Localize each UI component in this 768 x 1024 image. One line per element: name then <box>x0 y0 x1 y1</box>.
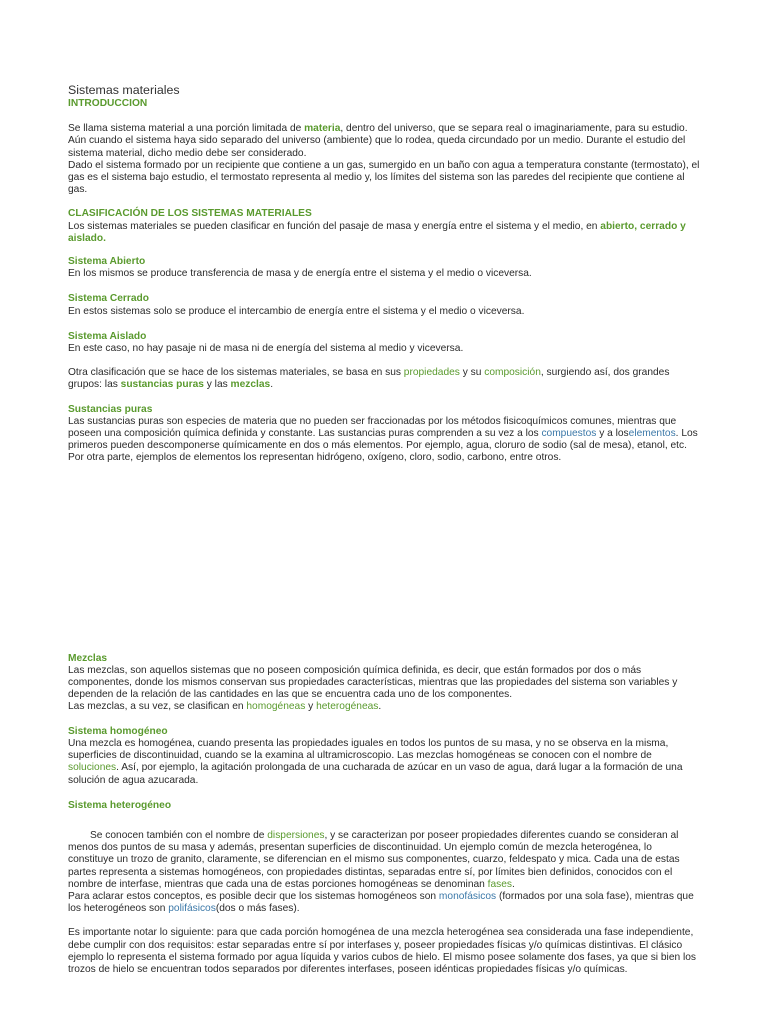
blank-space <box>68 465 700 653</box>
text-span: y a los <box>596 428 629 440</box>
document-page <box>68 83 700 976</box>
mezclas-paragraph: Las mezclas, son aquellos sistemas que no poseen composición química definida, es decir, que están formados por dos o más componentes, donde los mismos conservan sus propiedades características, mientras que las propiedades del sistema son variables y dependen de la relación de las cantidades en las que se encuentra cada uno de los componentes. <box>68 664 678 701</box>
text-span: . Así, por ejemplo, la agitación prolongada de una cucharada de azúcar en un vaso de agua, dará lugar a la formación de una solución de agua azucarada. <box>68 762 683 786</box>
homogeneo-heading: Sistema homogéneo <box>68 725 168 737</box>
page-title: Sistemas materiales <box>68 83 180 97</box>
heterogeneo-paragraph-1 <box>68 830 700 891</box>
mezclas-heading: Mezclas <box>68 652 108 664</box>
mezclas-clasificacion <box>68 701 700 713</box>
text-span: . <box>512 878 515 890</box>
link-abierto-cerrado-aislado[interactable]: abierto, cerrado y aislado. <box>68 220 686 244</box>
text-span: Las sustancias puras son especies de materia que no pueden ser fraccionadas por los métodos fisicoquímicos comunes, mientras que poseen una composición química definida y constante. Las sustancias puras comprenden a su vez a los <box>68 415 677 440</box>
cerrado-heading: Sistema Cerrado <box>68 293 149 305</box>
text-span: Para aclarar estos conceptos, es posible decir que los sistemas homogéneos son <box>68 890 439 902</box>
sustancias-heading: Sustancias puras <box>68 403 153 415</box>
link-homogeneas[interactable]: homogéneas <box>246 701 306 713</box>
clasificacion-heading: CLASIFICACIÓN DE LOS SISTEMAS MATERIALES <box>68 208 312 220</box>
link-materia[interactable]: materia <box>304 123 341 135</box>
intro-paragraph-1 <box>68 123 700 135</box>
heterogeneo-paragraph-2 <box>68 891 700 915</box>
heterogeneo-paragraph-3: Es importante notar lo siguiente: para que cada porción homogénea de una mezcla heterogénea sea considerada una fase independiente, debe cumplir con dos requisitos: estar separadas entre sí por interfases y, poseer propiedades físicas y/o químicas distintivas. El clásico ejemplo lo representa el sistema formado por agua líquida y varios cubos de hielo. El mismo posee solamente dos fases, ya que si bien los trozos de hielo se encuentran todos separados por diferentes interfases, poseen idénticas propiedades físicas y/o químicas. <box>68 927 697 975</box>
text-span: Los sistemas materiales se pueden clasificar en función del pasaje de masa y energía entre el sistema y el medio, en <box>68 220 601 232</box>
link-elementos[interactable]: elementos <box>628 428 676 440</box>
text-span: . <box>270 379 274 391</box>
aislado-paragraph: En este caso, no hay pasaje ni de masa ni de energía del sistema al medio y viceversa. <box>68 343 464 355</box>
cerrado-paragraph: En estos sistemas solo se produce el intercambio de energía entre el sistema y el medio o viceversa. <box>68 305 525 317</box>
intro-heading: INTRODUCCION <box>68 98 148 109</box>
text-span: , surgiendo así, dos grandes grupos: las <box>68 367 670 391</box>
link-dispersiones[interactable]: dispersiones <box>267 829 325 841</box>
link-composicion[interactable]: composición <box>484 367 541 379</box>
sustancias-paragraph <box>68 416 700 465</box>
link-fases[interactable]: fases <box>487 878 513 890</box>
text-span: Una mezcla es homogénea, cuando presenta las propiedades iguales en todos los puntos de su masa, y no se observa en la misma, superficies de discontinuidad, cuando se la examina al ultramicroscopio. Las mezclas homogéneas se conocen con el nombre de <box>68 737 669 762</box>
text-span: , y se caracterizan por poseer propiedades diferentes cuando se consideran al menos dos puntos de su masa y además, presentan superficies de discontinuidad. Un ejemplo común de mezcla heterogénea, lo constituye un trozo de granito, claramente, se diferencian en el mismo sus componentes, cuarzo, feldespato y mica. Cada una de estas partes representa a sistemas homogéneos, con propiedades distintas, separadas entre sí, por límites bien definidos, conocidos con el nombre de interfase, mientras que cada una de estas porciones homogéneas se denominan <box>68 829 680 890</box>
link-heterogeneas[interactable]: heterogéneas <box>316 701 379 713</box>
text-span: . Los primeros pueden descomponerse químicamente en dos o más elementos. Por ejemplo, agua, cloruro de sodio (sal de mesa), etanol, etc. Por otra parte, ejemplos de elementos los representan hidrógeno, oxígeno, cloro, sodio, carbono, entre otros. <box>68 428 698 464</box>
text-span: , dentro del universo, que se separa real o imaginariamente, para su estudio. <box>340 123 688 135</box>
link-monofasicos[interactable]: monofásicos <box>438 890 497 902</box>
abierto-paragraph: En los mismos se produce transferencia de masa y de energía entre el sistema y el medio o viceversa. <box>68 268 532 280</box>
link-polifasicos[interactable]: polifásicos <box>168 903 216 915</box>
text-span: Se llama sistema material a una porción limitada de <box>68 123 305 135</box>
link-mezclas[interactable]: mezclas <box>230 379 271 391</box>
homogeneo-paragraph <box>68 738 700 787</box>
aislado-heading: Sistema Aislado <box>68 330 147 342</box>
otra-clasificacion-paragraph <box>68 367 700 391</box>
clasificacion-paragraph <box>68 221 700 245</box>
text-span: y <box>305 701 317 713</box>
text-span: Las mezclas, a su vez, se clasifican en <box>68 701 247 713</box>
link-sustancias-puras[interactable]: sustancias puras <box>120 379 204 391</box>
text-span: . <box>378 701 382 713</box>
text-span: Se conocen también con el nombre de <box>90 829 268 841</box>
text-span: y las <box>203 379 231 391</box>
link-compuestos[interactable]: compuestos <box>541 428 597 440</box>
link-propiedades[interactable]: propiedades <box>403 367 460 379</box>
text-span: (formados por una sola fase), mientras que los heterogéneos son <box>68 890 694 915</box>
heterogeneo-heading: Sistema heterogéneo <box>68 799 172 811</box>
intro-paragraph-3: Dado el sistema formado por un recipiente que contiene a un gas, sumergido en un baño con agua a temperatura constante (termostato), el gas es el sistema bajo estudio, el termostato representa al medio y, los límites del sistema son las paredes del recipiente que contiene al gas. <box>68 159 700 196</box>
link-soluciones[interactable]: soluciones <box>68 762 117 774</box>
text-span: y su <box>459 367 485 379</box>
abierto-heading: Sistema Abierto <box>68 256 146 268</box>
intro-paragraph-2: Aún cuando el sistema haya sido separado del universo (ambiente) que lo rodea, queda circundado por un medio. Durante el estudio del sistema material, dicho medio debe ser considerado. <box>68 135 686 159</box>
text-span: (dos o más fases). <box>215 903 300 915</box>
text-span: Otra clasificación que se hace de los sistemas materiales, se basa en sus <box>68 367 404 379</box>
